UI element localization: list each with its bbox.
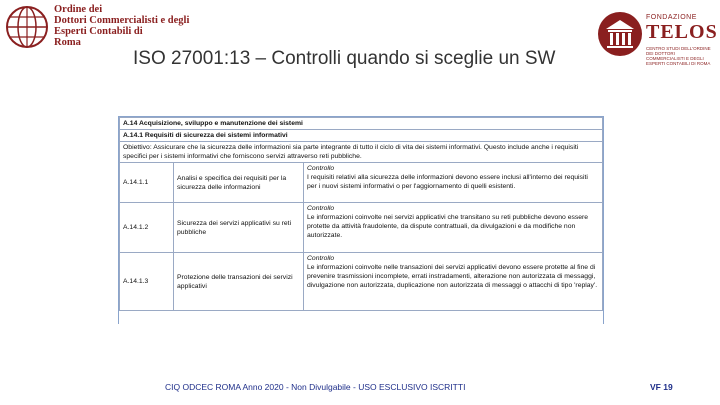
table-row	[120, 253, 603, 311]
table-row	[120, 203, 603, 253]
control-cell	[304, 163, 603, 203]
telos-subtitle: CENTRO STUDI DELL'ORDINE DEI DOTTORI COMMERCIALISTI E DEGLI ESPERTI CONTABILI DI ROMA	[646, 46, 711, 66]
controls-table	[118, 116, 604, 324]
control-cell	[304, 253, 603, 311]
table-objective: Obiettivo: Assicurare che la sicurezza delle informazioni sia parte integrante di tutto il ciclo di vita dei sistemi informativi. Questo include anche i requisiti specifici per i sistemi informativi che forniscono servizi attraverso reti pubbliche.	[120, 142, 603, 163]
slide-title: ISO 27001:13 – Controlli quando si sceglie un SW	[133, 48, 556, 69]
control-id: A.14.1.3	[120, 253, 174, 311]
control-name: Sicurezza dei servizi applicativi su reti pubbliche	[174, 203, 304, 253]
telos-name: TELOS	[646, 21, 718, 43]
control-cell	[304, 203, 603, 253]
org-line-3: Esperti Contabili di	[54, 26, 143, 37]
page-number: VF 19	[650, 382, 673, 392]
telos-logo	[596, 6, 716, 68]
globe-logo-icon	[4, 4, 50, 50]
control-label: Controllo	[307, 205, 335, 212]
org-name	[54, 4, 189, 48]
control-id: A.14.1.1	[120, 163, 174, 203]
control-text: I requisiti relativi alla sicurezza delle informazioni devono essere inclusi all'interno dei requisiti per i nuovi sistemi informativi o per l'aggiornamento di quelli esistenti.	[307, 174, 588, 190]
control-text: Le informazioni coinvolte nelle transazioni dei servizi applicativi devono essere protette al fine di prevenire trasmissioni incomplete, errati instradamenti, alterazione non autorizzata di messaggi, divulgazione non autorizzata, duplicazione non autorizzata di messaggi o attacchi di tipo 'replay'.	[307, 264, 598, 289]
table-row	[120, 163, 603, 203]
org-line-1: Ordine dei	[54, 4, 103, 15]
footer-text: CIQ ODCEC ROMA Anno 2020 - Non Divulgabile - USO ESCLUSIVO ISCRITTI	[165, 382, 466, 392]
control-name: Protezione delle transazioni dei servizi applicativi	[174, 253, 304, 311]
telos-label: FONDAZIONE	[646, 14, 697, 21]
control-name: Analisi e specifica dei requisiti per la sicurezza delle informazioni	[174, 163, 304, 203]
org-line-4: Roma	[54, 37, 81, 48]
control-label: Controllo	[307, 255, 335, 262]
control-label: Controllo	[307, 165, 335, 172]
odcec-logo	[4, 4, 189, 50]
temple-logo-icon	[596, 10, 644, 58]
table-subsection: A.14.1 Requisiti di sicurezza dei sistemi informativi	[120, 130, 603, 142]
control-id: A.14.1.2	[120, 203, 174, 253]
table-section: A.14 Acquisizione, sviluppo e manutenzione dei sistemi	[120, 118, 603, 130]
org-line-2: Dottori Commercialisti e degli	[54, 15, 190, 26]
control-text: Le informazioni coinvolte nei servizi applicativi che transitano su reti pubbliche devono essere protette da attività fraudolente, da dispute contrattuali, da divulgazioni e da modifiche non autorizzate.	[307, 214, 589, 239]
